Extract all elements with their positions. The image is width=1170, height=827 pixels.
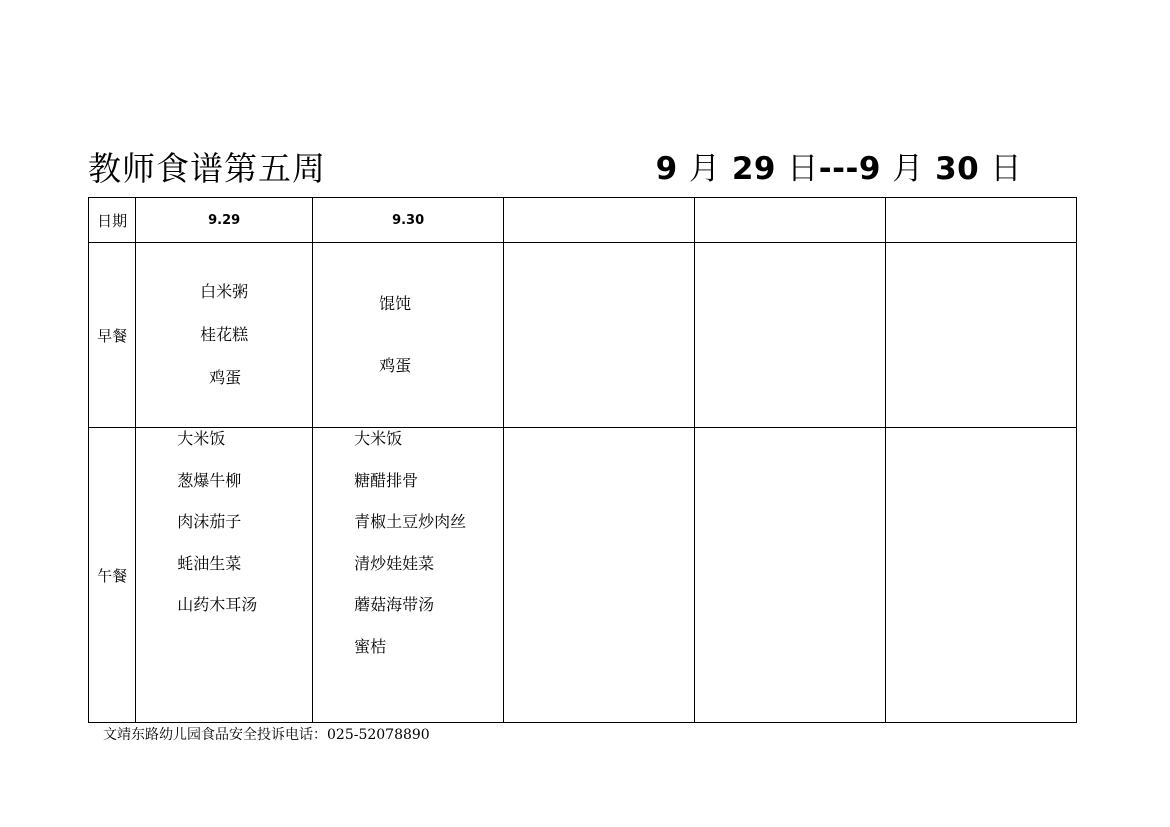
breakfast-cell-3 (504, 243, 695, 428)
lunch-cell-1 (136, 428, 313, 723)
day-char-2: 日 (990, 151, 1022, 187)
start-month: 9 (655, 151, 678, 187)
breakfast-cell-5 (885, 243, 1076, 428)
menu-item: 鸡蛋 (209, 368, 242, 387)
date-range (656, 143, 1022, 188)
date-cell-4 (695, 198, 886, 243)
menu-item: 糖醋排骨 (354, 470, 419, 490)
breakfast-cell-2 (313, 243, 504, 428)
menu-item: 清炒娃娃菜 (354, 553, 435, 573)
breakfast-cell-4 (695, 243, 886, 428)
lunch-cell-5 (885, 428, 1076, 723)
end-day: 30 (935, 151, 980, 187)
menu-item: 鸡蛋 (379, 356, 412, 375)
date-label: 日期 (89, 198, 136, 243)
menu-item: 大米饭 (177, 429, 226, 448)
menu-item: 肉沫茄子 (177, 512, 242, 532)
menu-item: 大米饭 (354, 429, 403, 448)
lunch-cell-3 (504, 428, 695, 723)
menu-item: 馄饨 (379, 294, 412, 313)
table-row-lunch (89, 428, 1077, 723)
table-row-dates (89, 198, 1077, 243)
lunch-cell-2 (313, 428, 504, 723)
date-cell-5 (885, 198, 1076, 243)
day-char: 日 (787, 151, 819, 187)
end-month: 9 (858, 151, 881, 187)
menu-item: 山药木耳汤 (177, 595, 258, 615)
menu-item: 桂花糕 (200, 325, 249, 344)
date-cell-1: 9.29 (136, 198, 313, 243)
menu-item: 葱爆牛柳 (177, 470, 242, 490)
breakfast-label: 早餐 (89, 243, 136, 428)
month-char-2: 月 (892, 151, 924, 187)
date-cell-2: 9.30 (313, 198, 504, 243)
start-day: 29 (731, 151, 776, 187)
lunch-cell-4 (695, 428, 886, 723)
menu-item: 蘑菇海带汤 (354, 595, 435, 615)
page-title: 教师食谱第五周 (88, 149, 326, 188)
range-separator: --- (818, 151, 859, 187)
menu-item: 白米粥 (200, 282, 249, 301)
complaint-hotline: 文靖东路幼儿园食品安全投诉电话：025-52078890 (103, 727, 430, 743)
breakfast-cell-1 (136, 243, 313, 428)
menu-item: 青椒土豆炒肉丝 (354, 512, 467, 532)
menu-item: 蚝油生菜 (177, 553, 242, 573)
date-cell-3 (504, 198, 695, 243)
table-row-breakfast (89, 243, 1077, 428)
menu-table (88, 197, 1077, 723)
lunch-label: 午餐 (89, 428, 136, 723)
menu-item: 蜜桔 (354, 636, 387, 656)
month-char: 月 (689, 151, 721, 187)
